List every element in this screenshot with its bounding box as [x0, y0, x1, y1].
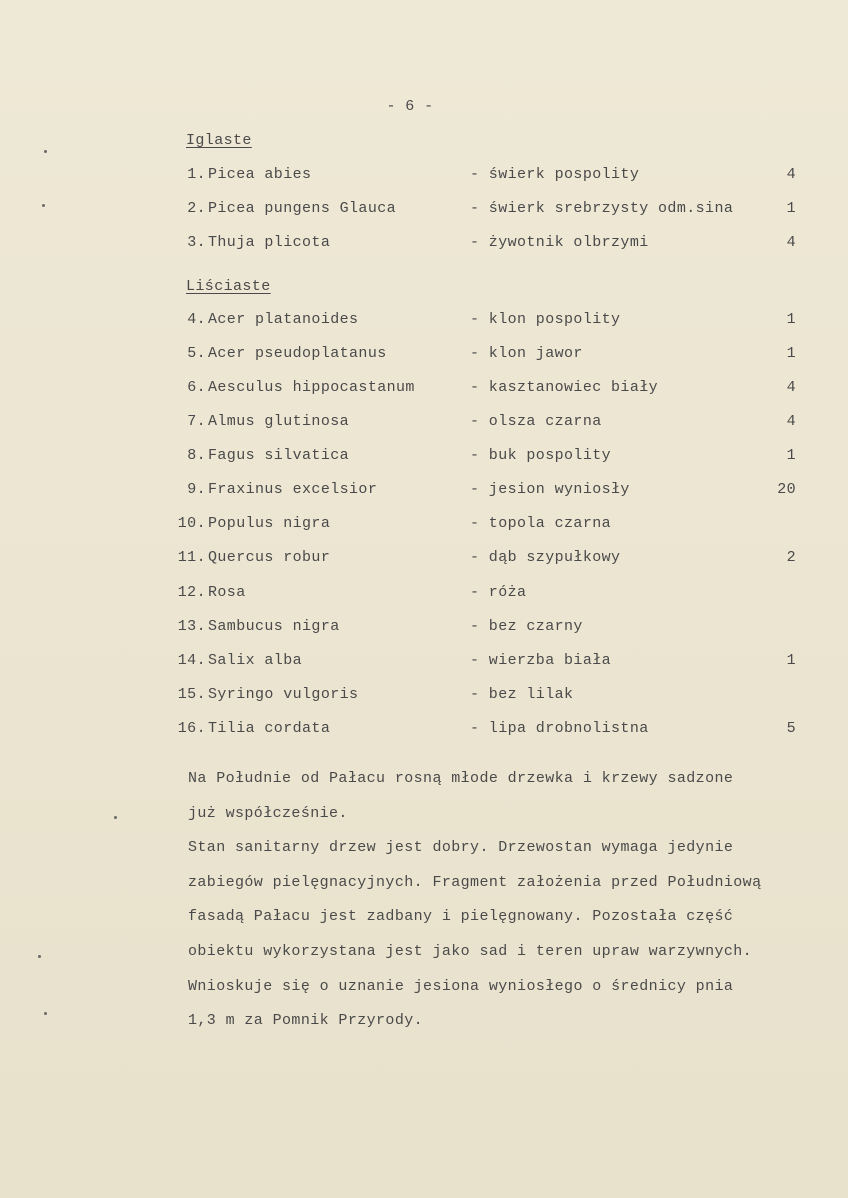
- paragraph-line: Na Południe od Pałacu rosną młode drzewka i krzewy sadzone: [188, 770, 734, 787]
- polish-name: - lipa drobnolistna: [470, 720, 649, 737]
- latin-name: Aesculus hippocastanum: [208, 379, 415, 396]
- tree-count: 4: [786, 166, 796, 183]
- species-row: [0, 618, 848, 640]
- item-number: 15.: [177, 686, 206, 703]
- polish-name: - świerk srebrzysty odm.sina: [470, 200, 734, 217]
- tree-count: 2: [786, 549, 796, 566]
- latin-name: Acer platanoides: [208, 311, 359, 328]
- latin-name: Acer pseudoplatanus: [208, 345, 387, 362]
- item-number: 10.: [177, 515, 206, 532]
- item-number: 11.: [177, 549, 206, 566]
- latin-name: Thuja plicota: [208, 234, 331, 251]
- tree-count: 1: [786, 345, 796, 362]
- polish-name: - bez lilak: [470, 686, 574, 703]
- paper-speck: [42, 204, 45, 207]
- tree-count: 1: [786, 311, 796, 328]
- item-number: 2.: [187, 200, 206, 217]
- item-number: 3.: [187, 234, 206, 251]
- species-row: [0, 447, 848, 469]
- latin-name: Quercus robur: [208, 549, 331, 566]
- polish-name: - buk pospolity: [470, 447, 612, 464]
- latin-name: Populus nigra: [208, 515, 331, 532]
- polish-name: - róża: [470, 584, 527, 601]
- species-row: [0, 549, 848, 571]
- tree-count: 4: [786, 379, 796, 396]
- species-row: [0, 234, 848, 256]
- latin-name: Fagus silvatica: [208, 447, 350, 464]
- item-number: 9.: [187, 481, 206, 498]
- species-row: [0, 720, 848, 742]
- item-number: 8.: [187, 447, 206, 464]
- item-number: 16.: [177, 720, 206, 737]
- species-row: [0, 515, 848, 537]
- species-row: [0, 481, 848, 503]
- paragraph-line: 1,3 m za Pomnik Przyrody.: [188, 1012, 424, 1030]
- species-row: [0, 686, 848, 708]
- tree-count: 4: [786, 413, 796, 430]
- paragraph-line: Wnioskuje się o uznanie jesiona wyniosłego o średnicy pnia: [188, 977, 734, 995]
- item-number: 5.: [187, 345, 206, 362]
- polish-name: - wierzba biała: [470, 652, 612, 669]
- tree-count: 4: [786, 234, 796, 251]
- page-number: - 6 -: [386, 98, 434, 115]
- item-number: 6.: [187, 379, 206, 396]
- section-heading-coniferous: Iglaste: [186, 132, 252, 149]
- species-row: [0, 379, 848, 401]
- species-row: [0, 345, 848, 367]
- polish-name: - klon pospolity: [470, 311, 621, 328]
- polish-name: - żywotnik olbrzymi: [470, 234, 649, 251]
- species-row: [0, 200, 848, 222]
- latin-name: Salix alba: [208, 652, 303, 669]
- paragraph-line: fasadą Pałacu jest zadbany i pielęgnowany. Pozostała część: [188, 908, 734, 926]
- item-number: 1.: [187, 166, 206, 183]
- paper-speck: [44, 1012, 47, 1015]
- species-row: [0, 311, 848, 333]
- tree-count: 1: [786, 447, 796, 464]
- item-number: 14.: [177, 652, 206, 669]
- paper-speck: [44, 150, 47, 153]
- latin-name: Fraxinus excelsior: [208, 481, 378, 498]
- polish-name: - dąb szypułkowy: [470, 549, 621, 566]
- item-number: 7.: [187, 413, 206, 430]
- description-paragraph: [188, 762, 828, 1039]
- latin-name: Syringo vulgoris: [208, 686, 359, 703]
- item-number: 4.: [187, 311, 206, 328]
- paragraph-line: obiektu wykorzystana jest jako sad i teren upraw warzywnych.: [188, 942, 753, 960]
- species-row: [0, 413, 848, 435]
- section-heading-deciduous: Liściaste: [186, 278, 271, 295]
- latin-name: Picea abies: [208, 166, 312, 183]
- tree-count: 20: [777, 481, 796, 498]
- species-row: [0, 166, 848, 188]
- polish-name: - kasztanowiec biały: [470, 379, 659, 396]
- species-row: [0, 652, 848, 674]
- item-number: 13.: [177, 618, 206, 635]
- item-number: 12.: [177, 584, 206, 601]
- polish-name: - klon jawor: [470, 345, 583, 362]
- paragraph-line: Stan sanitarny drzew jest dobry. Drzewostan wymaga jedynie: [188, 839, 734, 857]
- paragraph-line: już współcześnie.: [188, 804, 348, 822]
- latin-name: Almus glutinosa: [208, 413, 350, 430]
- paper-speck: [114, 816, 117, 819]
- latin-name: Rosa: [208, 584, 246, 601]
- tree-count: 1: [786, 200, 796, 217]
- paper-speck: [38, 955, 41, 958]
- polish-name: - jesion wyniosły: [470, 481, 630, 498]
- latin-name: Picea pungens Glauca: [208, 200, 397, 217]
- tree-count: 1: [786, 652, 796, 669]
- polish-name: - bez czarny: [470, 618, 583, 635]
- polish-name: - olsza czarna: [470, 413, 602, 430]
- latin-name: Sambucus nigra: [208, 618, 340, 635]
- paragraph-line: zabiegów pielęgnacyjnych. Fragment założenia przed Południową: [188, 873, 762, 891]
- polish-name: - świerk pospolity: [470, 166, 640, 183]
- polish-name: - topola czarna: [470, 515, 612, 532]
- species-row: [0, 584, 848, 606]
- tree-count: 5: [786, 720, 796, 737]
- latin-name: Tilia cordata: [208, 720, 331, 737]
